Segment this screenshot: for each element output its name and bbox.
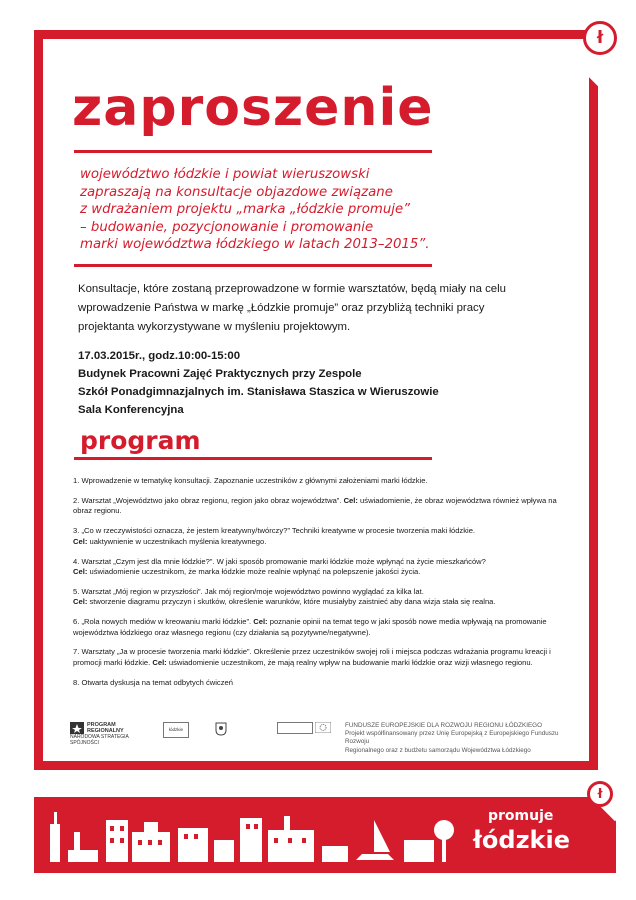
eu-flag-icon [315,722,331,735]
county-crest-icon [215,722,227,738]
intro-line: – budowanie, pozycjonowanie i promowanie [80,219,374,235]
program-item: 2. Warsztat „Województwo jako obraz regionu, region jako obraz województwa”. Cel: uświadomienie, że obraz województwa również wpływa na obraz regionu. [73,495,557,516]
body-line: wprowadzenie Państwa w markę „Łódzkie promuje” oraz przybliżą techniki pracy [78,302,485,314]
star-flag-icon [70,722,84,734]
intro-line: województwo łódzkie i powiat wieruszowski [80,167,370,182]
program-item: 1. Wprowadzenie w tematykę konsultacji. Zapoznanie uczestników z głównymi założeniami marki łódzkie. [73,476,428,485]
intro-line: marki województwa łódzkiego w latach 2013–2015”. [80,237,430,252]
page-title: zaproszenie [72,78,434,138]
program-list [73,476,558,698]
program-item: 6. „Rola nowych mediów w kreowaniu marki łódzkie”. Cel: poznanie opinii na temat tego w jaki sposób nowe media wpływają na promowanie województwa łódzkiego oraz własnego regionu (czy działania są pozytywne/negatywne). [73,617,547,637]
fund-line: FUNDUSZE EUROPEJSKIE DLA ROZWOJU REGIONU ŁÓDZKIEGO [345,722,542,729]
intro-text [80,166,540,254]
program-regionalny-logo: PROGRAM REGIONALNY NARODOWA STRATEGIA SPÓJNOŚCI [70,722,129,746]
fund-line: Regionalnego oraz z budżetu samorządu Województwa Łódzkiego [345,746,531,754]
program-heading: program [80,426,201,455]
title-underline [74,150,432,153]
ue-logo-box [277,722,313,734]
body-paragraph [78,280,538,337]
program-item: 5. Warsztat „Mój region w przyszłości”. Jak mój region/moje województwo powinno wyglądać za kilka lat. Cel: stworzenie diagramu przyczyn i skutków, określenie warunków, które musiałyby zaistnieć aby dana wizja stała się realna. [73,586,496,607]
lodzkie-small-logo: łódzkie [163,722,189,738]
event-date: 17.03.2015r., godz.10:00-15:00 [78,350,241,362]
body-line: projektanta wykorzystywane w myśleniu projektowym. [78,321,351,333]
fund-line: Projekt współfinansowany przez Unię Europejską z Europejskiego Funduszu Rozwoju [345,730,559,746]
intro-underline [74,264,432,267]
city-skyline-icon [44,810,464,864]
intro-line: z wdrażaniem projektu „marka „łódzkie promuje” [80,202,411,217]
banner-promuje-text: promuje [488,808,554,824]
event-details [78,347,548,419]
program-underline [74,457,432,460]
banner-l-logo-icon: ł [587,781,613,807]
lodzkie-l-logo-icon: ł [583,21,617,55]
event-venue-line: Szkół Ponadgimnazjalnych im. Stanisława Staszica w Wieruszowie [78,386,439,398]
body-line: Konsultacje, które zostaną przeprowadzone w formie warsztatów, będą miały na celu [78,283,506,295]
event-room: Sala Konferencyjna [78,404,184,416]
intro-line: zapraszają na konsultacje objazdowe związane [80,184,393,200]
banner-lodzkie-text: łódzkie [473,826,571,854]
eu-fund-note [345,722,565,755]
program-item: 7. Warsztaty „Ja w procesie tworzenia marki łódzkie”. Określenie przez uczestników swojej roli i miejsca podczas wdrażania programu kreacji i promocji marki łódzkie. Cel: uświadomienie uczestnikom, że mają realny wpływ na budowanie marki łódzkie oraz wizji własnego regionu. [73,647,551,667]
event-venue-line: Budynek Pracowni Zajęć Praktycznych przy Zespole [78,368,362,380]
program-item: 3. „Co w rzeczywistości oznacza, że jestem kreatywny/twórczy?” Techniki kreatywne w procesie tworzenia maki łódzkie. Cel: uaktywnienie w uczestnikach myślenia kreatywnego. [73,526,476,546]
program-item: 8. Otwarta dyskusja na temat odbytych ćwiczeń [73,677,233,687]
program-item: 4. Warsztat „Czym jest dla mnie łódzkie?”. W jaki sposób promowanie marki łódzkie może wpłynąć na życie mieszkańców? Cel: uświadomienie uczestnikom, że marka łódzkie może realnie wpłynąć na polepszenie jakości życia. [73,556,486,576]
